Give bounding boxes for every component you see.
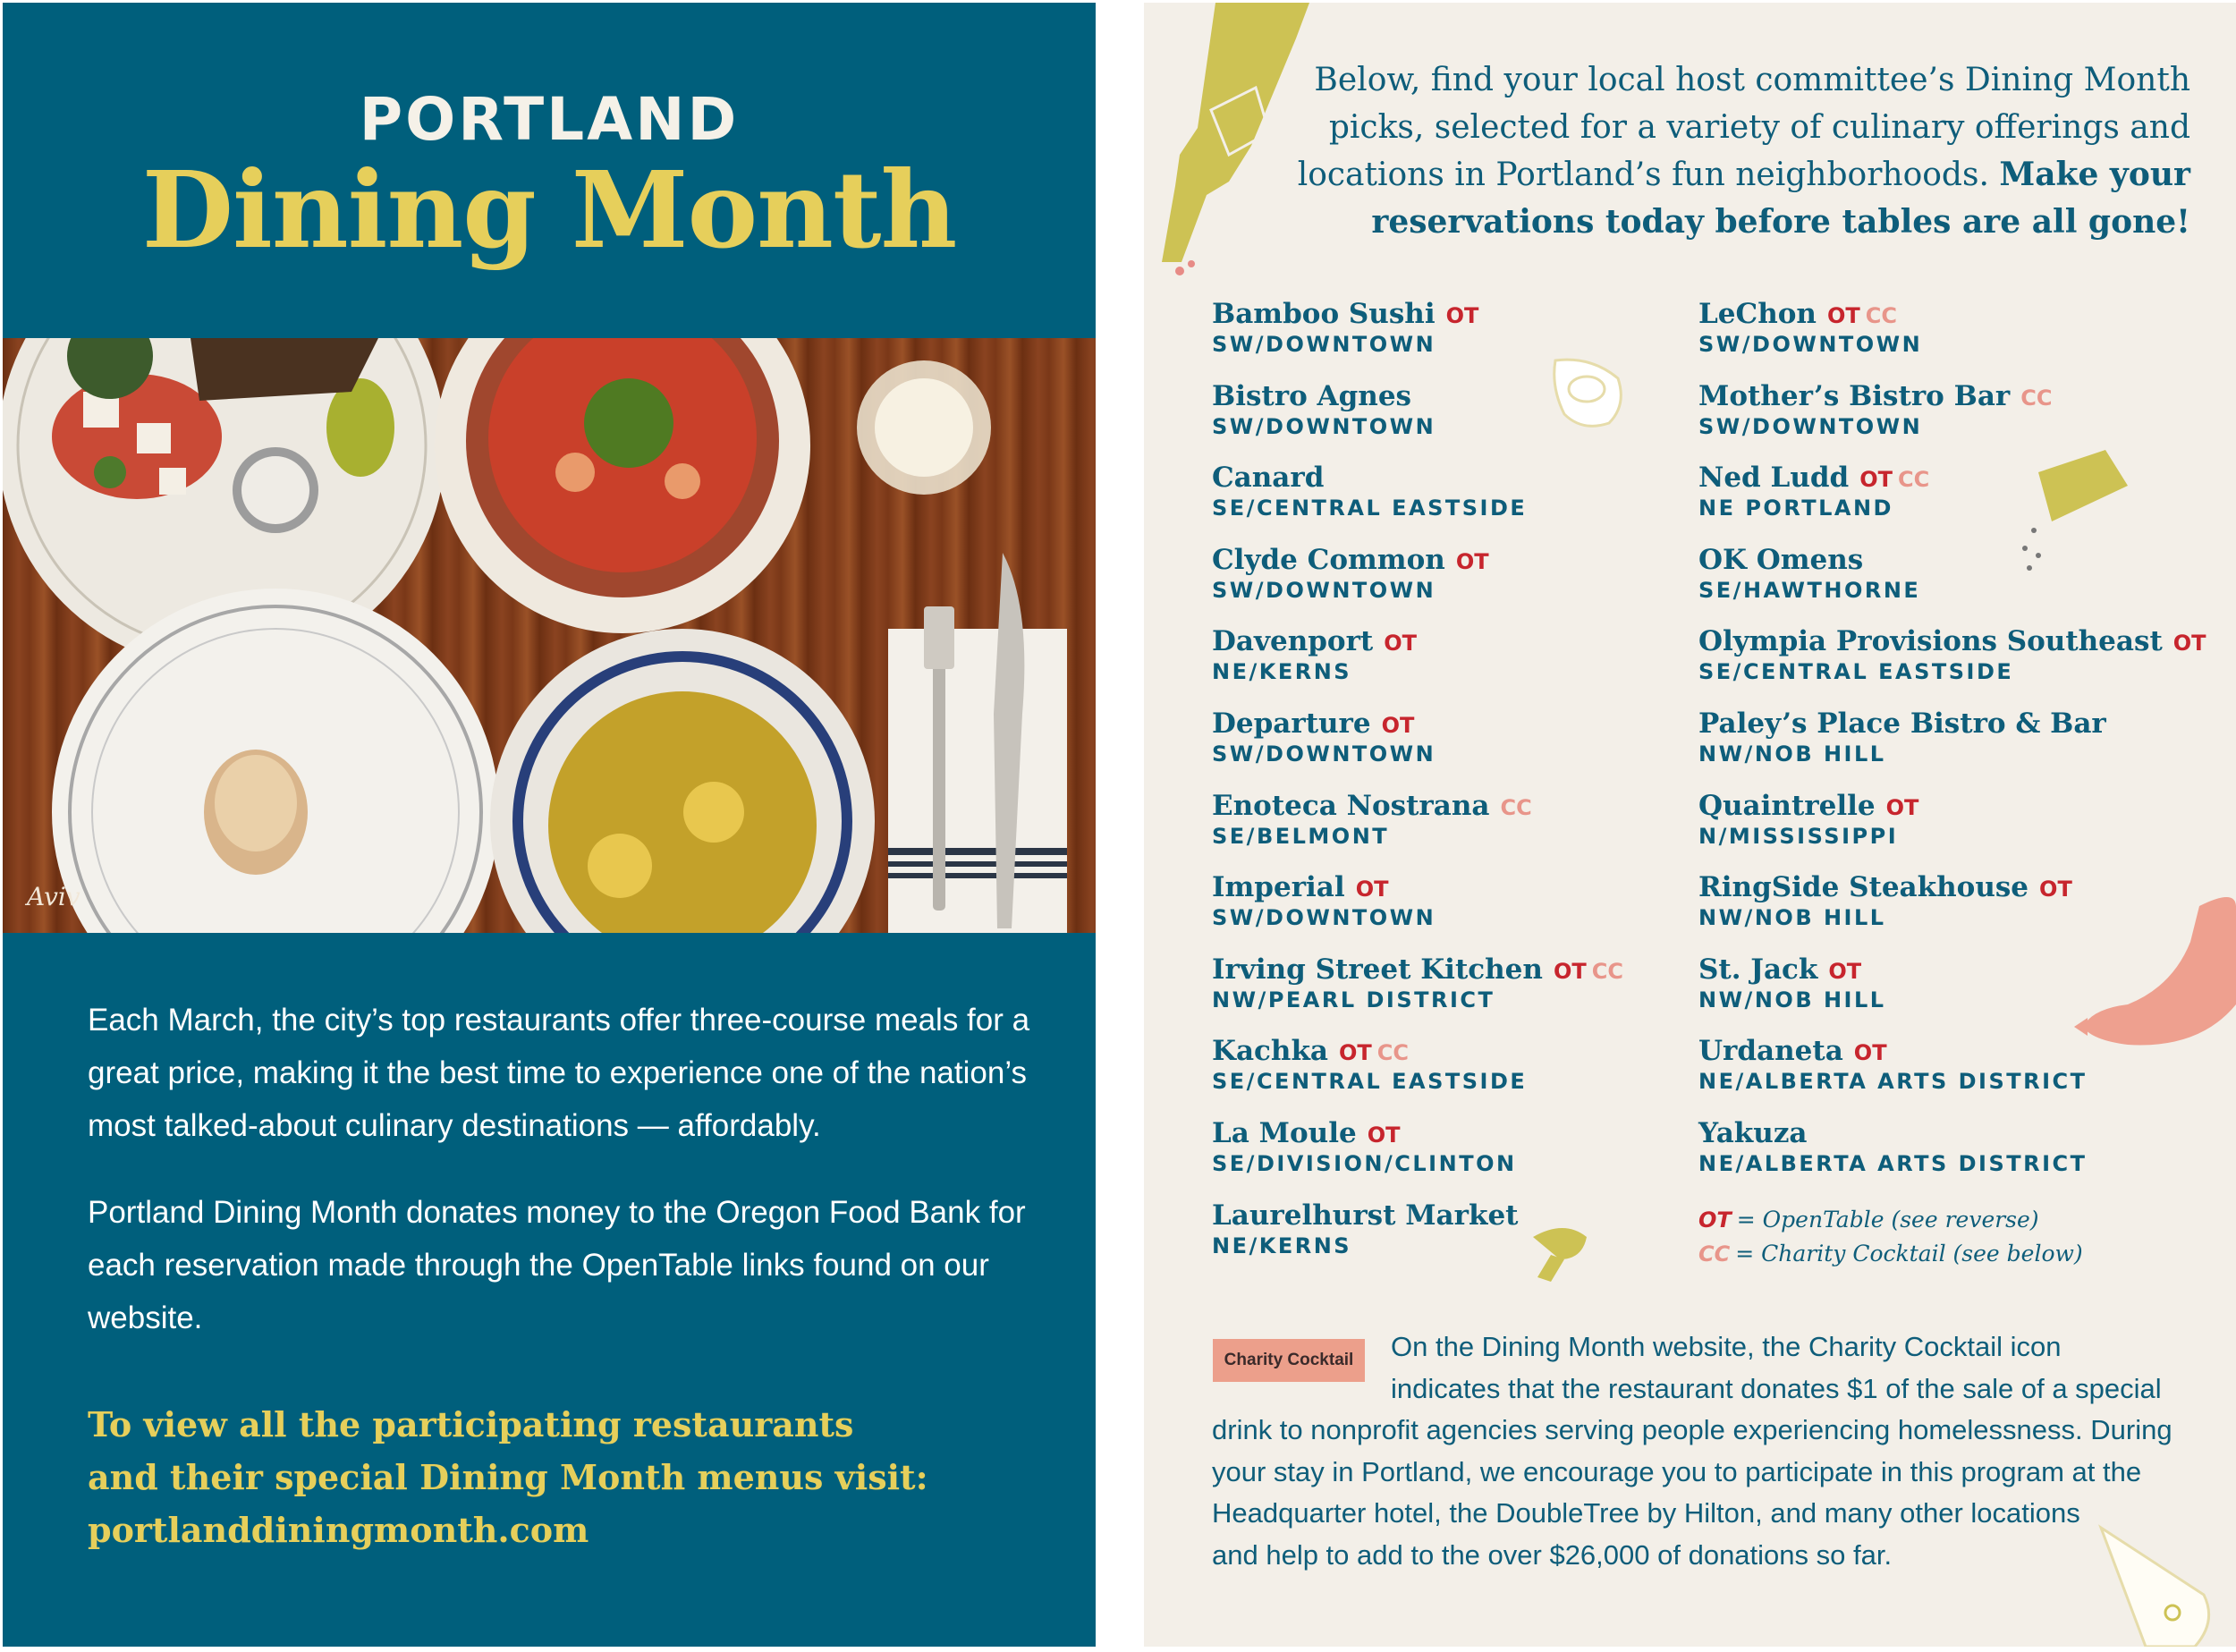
restaurant-entry bbox=[1698, 298, 2199, 380]
charity-cocktail-tag: CC bbox=[1591, 958, 1623, 984]
restaurant-name: Paley’s Place Bistro & Bar bbox=[1698, 707, 2106, 740]
restaurant-entry bbox=[1212, 298, 1677, 380]
restaurant-name-line bbox=[1212, 462, 1677, 494]
opentable-tag: OT bbox=[1828, 958, 1862, 984]
charity-cocktail-tag: CC bbox=[1865, 303, 1897, 328]
restaurant-entry bbox=[1212, 871, 1677, 953]
restaurant-name-line bbox=[1698, 1117, 2199, 1149]
restaurant-neighborhood: SW/DOWNTOWN bbox=[1212, 741, 1436, 767]
restaurant-name-line bbox=[1212, 1117, 1677, 1149]
restaurant-neighborhood: SE/DIVISION/CLINTON bbox=[1212, 1150, 1517, 1176]
restaurant-neighborhood: NW/PEARL DISTRICT bbox=[1212, 987, 1495, 1012]
restaurant-list-right bbox=[1698, 298, 2206, 1271]
restaurant-neighborhood: NW/NOB HILL bbox=[1698, 987, 1886, 1012]
restaurant-name: Bistro Agnes bbox=[1212, 379, 1411, 412]
restaurant-name: OK Omens bbox=[1698, 543, 1864, 576]
restaurant-name: Davenport bbox=[1212, 625, 1374, 658]
opentable-tag: OT bbox=[1355, 877, 1389, 902]
restaurant-neighborhood: SW/DOWNTOWN bbox=[1212, 332, 1436, 357]
restaurant-name-line bbox=[1212, 707, 1677, 740]
restaurant-name: Olympia Provisions Southeast bbox=[1698, 625, 2163, 658]
restaurant-name: Canard bbox=[1212, 462, 1325, 495]
opentable-tag: OT bbox=[1885, 794, 1919, 820]
restaurant-name: Ned Ludd bbox=[1698, 462, 1850, 495]
lead-line: locations in Portland’s fun neighborhoods. bbox=[1297, 157, 1989, 193]
restaurant-name-line bbox=[1698, 298, 2199, 330]
restaurant-neighborhood: NE/KERNS bbox=[1212, 1233, 1352, 1258]
restaurant-name: Departure bbox=[1212, 707, 1371, 740]
restaurant-entry bbox=[1698, 625, 2206, 707]
charity-cocktail-badge: Charity Cocktail bbox=[1213, 1339, 1365, 1382]
restaurant-name: Irving Street Kitchen bbox=[1212, 953, 1543, 986]
restaurant-name: LeChon bbox=[1698, 298, 1817, 330]
restaurant-neighborhood: N/MISSISSIPPI bbox=[1698, 823, 1899, 849]
restaurant-name-line bbox=[1698, 953, 2199, 986]
restaurant-entries bbox=[1698, 298, 2206, 1199]
restaurant-entry bbox=[1698, 953, 2199, 1036]
right-panel bbox=[1144, 3, 2236, 1647]
restaurant-name: Bamboo Sushi bbox=[1212, 298, 1436, 330]
restaurant-neighborhood: SE/BELMONT bbox=[1212, 823, 1390, 849]
restaurant-name-line bbox=[1212, 1199, 1677, 1232]
restaurant-entry bbox=[1698, 1117, 2199, 1199]
opentable-tag: OT bbox=[1553, 958, 1587, 984]
restaurant-name-line bbox=[1698, 380, 2199, 412]
charity-cocktail-tag: CC bbox=[1376, 1040, 1410, 1066]
food-photo-illustration bbox=[3, 338, 1096, 933]
restaurant-neighborhood: SE/CENTRAL EASTSIDE bbox=[1212, 496, 1528, 521]
restaurant-entry bbox=[1698, 544, 2199, 626]
restaurant-name-line bbox=[1212, 953, 1677, 986]
charity-cocktail-text bbox=[1212, 1326, 2196, 1576]
restaurant-entry bbox=[1698, 462, 2199, 544]
restaurant-entry bbox=[1698, 380, 2199, 462]
photo-credit: Aviv bbox=[27, 882, 80, 911]
restaurant-entry bbox=[1212, 380, 1677, 462]
opentable-tag: OT bbox=[1826, 303, 1860, 328]
restaurant-name-line bbox=[1698, 871, 2199, 903]
ot-code: OT bbox=[1698, 1207, 1732, 1233]
charity-cocktail-tag: CC bbox=[1898, 467, 1930, 493]
restaurant-name-line bbox=[1698, 1035, 2199, 1067]
opentable-tag: OT bbox=[1381, 712, 1415, 738]
legend-cc bbox=[1698, 1237, 2199, 1271]
restaurant-neighborhood: SW/DOWNTOWN bbox=[1212, 413, 1436, 439]
restaurant-entry bbox=[1698, 1035, 2199, 1117]
restaurant-neighborhood: SW/DOWNTOWN bbox=[1698, 413, 1923, 439]
restaurant-name: Quaintrelle bbox=[1698, 789, 1876, 822]
restaurant-name: Enoteca Nostrana bbox=[1212, 789, 1490, 822]
restaurant-name-line bbox=[1698, 625, 2206, 658]
opentable-tag: OT bbox=[1367, 1122, 1401, 1148]
restaurant-entry bbox=[1212, 953, 1677, 1036]
opentable-tag: OT bbox=[1853, 1040, 1887, 1066]
restaurant-entry bbox=[1698, 707, 2199, 790]
opentable-tag: OT bbox=[1445, 303, 1479, 328]
lead-line: picks, selected for a variety of culinary offerings and bbox=[1328, 109, 2190, 146]
opentable-tag: OT bbox=[1339, 1040, 1372, 1066]
restaurant-name: Laurelhurst Market bbox=[1212, 1199, 1519, 1232]
intro-paragraph: Each March, the city’s top restaurants offer three-course meals for a great price, making it the best time to experience one of the nation’s most talked-about culinary destinations — affordably. bbox=[88, 1003, 1030, 1143]
restaurant-name-line bbox=[1212, 625, 1677, 657]
restaurant-neighborhood: NE PORTLAND bbox=[1698, 496, 1893, 521]
charity-line: and help to add to the over $26,000 of donations so far. bbox=[1212, 1538, 1893, 1571]
restaurant-name-line bbox=[1698, 790, 2199, 822]
restaurant-entry bbox=[1212, 544, 1677, 626]
charity-line: your stay in Portland, we encourage you to participate in this program at the bbox=[1212, 1455, 2142, 1487]
restaurant-neighborhood: NE/ALBERTA ARTS DISTRICT bbox=[1698, 1150, 2088, 1176]
cta-line: and their special Dining Month menus visit: bbox=[88, 1457, 928, 1497]
restaurant-name-line bbox=[1212, 298, 1677, 330]
charity-line: drink to nonprofit agencies serving people experiencing homelessness. During bbox=[1212, 1414, 2172, 1445]
intro-lead bbox=[1207, 56, 2190, 246]
restaurant-name: RingSide Steakhouse bbox=[1698, 871, 2029, 904]
restaurant-neighborhood: SE/HAWTHORNE bbox=[1698, 577, 1921, 603]
left-panel bbox=[3, 3, 1096, 1647]
restaurant-name-line bbox=[1212, 871, 1677, 903]
opentable-tag: OT bbox=[1455, 548, 1489, 574]
charity-cocktail-tag: CC bbox=[1500, 794, 1532, 820]
restaurant-entry bbox=[1212, 1035, 1677, 1117]
cc-description: = Charity Cocktail (see below) bbox=[1735, 1240, 2083, 1267]
donation-paragraph: Portland Dining Month donates money to the Oregon Food Bank for each reservation made through the OpenTable links found on our website. bbox=[88, 1195, 1026, 1335]
restaurant-name-line bbox=[1698, 707, 2199, 740]
opentable-tag: OT bbox=[2172, 631, 2206, 657]
restaurant-neighborhood: SW/DOWNTOWN bbox=[1698, 332, 1923, 357]
restaurant-entry bbox=[1212, 1199, 1677, 1282]
legend-ot bbox=[1698, 1203, 2199, 1237]
restaurant-entry bbox=[1698, 790, 2199, 872]
restaurant-name-line bbox=[1698, 462, 2199, 494]
brand-title: Dining Month bbox=[141, 148, 957, 272]
lead-line: Below, find your local host committee’s Dining Month bbox=[1314, 62, 2190, 98]
restaurant-name: St. Jack bbox=[1698, 953, 1818, 986]
restaurant-neighborhood: NW/NOB HILL bbox=[1698, 741, 1886, 767]
restaurant-neighborhood: NE/KERNS bbox=[1212, 659, 1352, 685]
restaurant-entry bbox=[1212, 707, 1677, 790]
restaurant-list-left bbox=[1212, 298, 1677, 1281]
restaurant-name: Urdaneta bbox=[1698, 1035, 1843, 1068]
cta-line: To view all the participating restaurants bbox=[88, 1404, 854, 1444]
restaurant-entry bbox=[1212, 625, 1677, 707]
food-photo bbox=[3, 338, 1096, 933]
charity-line: indicates that the restaurant donates $1 of the sale of a special bbox=[1391, 1372, 2162, 1404]
website-link[interactable]: portlanddiningmonth.com bbox=[88, 1510, 589, 1550]
restaurant-neighborhood: SW/DOWNTOWN bbox=[1212, 577, 1436, 603]
charity-line: Headquarter hotel, the DoubleTree by Hilton, and many other locations bbox=[1212, 1497, 2080, 1529]
restaurant-neighborhood: NW/NOB HILL bbox=[1698, 905, 1886, 931]
restaurant-name-line bbox=[1212, 790, 1677, 822]
restaurant-neighborhood: NE/ALBERTA ARTS DISTRICT bbox=[1698, 1069, 2088, 1095]
opentable-tag: OT bbox=[2039, 877, 2072, 902]
charity-cocktail-tag: CC bbox=[2020, 385, 2053, 411]
restaurant-entry bbox=[1212, 790, 1677, 872]
restaurant-entry bbox=[1212, 462, 1677, 544]
restaurant-name-line bbox=[1212, 380, 1677, 412]
call-to-action bbox=[88, 1398, 1036, 1556]
restaurant-entry bbox=[1212, 1117, 1677, 1199]
restaurant-name-line bbox=[1212, 1035, 1677, 1067]
ot-description: = OpenTable (see reverse) bbox=[1736, 1206, 2039, 1233]
restaurant-neighborhood: SW/DOWNTOWN bbox=[1212, 905, 1436, 931]
restaurant-neighborhood: SE/CENTRAL EASTSIDE bbox=[1212, 1069, 1528, 1095]
lead-bold: reservations today before tables are all gone! bbox=[1371, 203, 2190, 241]
restaurant-name: Mother’s Bistro Bar bbox=[1698, 379, 2011, 412]
restaurant-name: La Moule bbox=[1212, 1116, 1357, 1149]
restaurant-name-line bbox=[1698, 544, 2199, 576]
charity-line: On the Dining Month website, the Charity Cocktail icon bbox=[1391, 1331, 2062, 1362]
restaurant-entry bbox=[1698, 871, 2199, 953]
brand-city: PORTLAND bbox=[359, 85, 740, 154]
restaurant-name: Kachka bbox=[1212, 1035, 1329, 1068]
opentable-tag: OT bbox=[1859, 467, 1893, 493]
restaurant-name: Yakuza bbox=[1698, 1116, 1808, 1149]
restaurant-name-line bbox=[1212, 544, 1677, 576]
lead-bold: Make your bbox=[1999, 156, 2190, 193]
restaurant-neighborhood: SE/CENTRAL EASTSIDE bbox=[1698, 659, 2014, 685]
legend bbox=[1698, 1203, 2199, 1271]
restaurant-name: Clyde Common bbox=[1212, 543, 1445, 576]
restaurant-name: Imperial bbox=[1212, 871, 1345, 904]
cc-code: CC bbox=[1698, 1241, 1731, 1267]
opentable-tag: OT bbox=[1384, 631, 1418, 657]
